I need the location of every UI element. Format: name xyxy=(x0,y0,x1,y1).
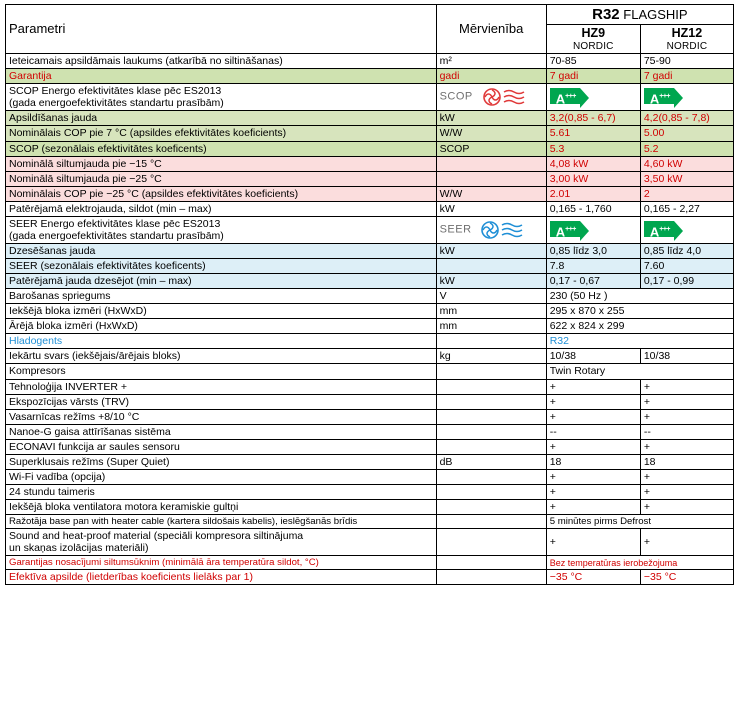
row-unit: m² xyxy=(436,54,546,69)
table-row xyxy=(6,319,734,334)
row-unit xyxy=(436,394,546,409)
row-unit xyxy=(436,484,546,499)
row-value-hz9: + xyxy=(546,409,640,424)
energy-class-letter: A xyxy=(555,224,566,239)
row-value-hz9: 10/38 xyxy=(546,349,640,364)
row-value-hz12: + xyxy=(640,529,733,556)
row-value-hz9: -- xyxy=(546,424,640,439)
header-model-1 xyxy=(546,25,640,54)
row-param: ECONAVI funkcija ar saules sensoru xyxy=(6,439,437,454)
header-model-2-name: HZ12 xyxy=(671,26,703,41)
row-value-both: 622 x 824 x 299 xyxy=(546,319,733,334)
row-param: Dzesēšanas jauda xyxy=(6,243,437,258)
row-param: Kompresors xyxy=(6,364,437,379)
row-value-hz12: 0,17 - 0,99 xyxy=(640,274,733,289)
row-value-hz9: 7 gadi xyxy=(546,69,640,84)
row-value-both: Twin Rotary xyxy=(546,364,733,379)
row-param-line2: (gada energoefektivitātes standartu prasībām) xyxy=(9,97,224,110)
table-header-row-1 xyxy=(6,5,734,25)
header-model-2-sub: NORDIC xyxy=(666,40,708,52)
row-value-hz9: 2.01 xyxy=(546,186,640,201)
row-value-hz9: 70-85 xyxy=(546,54,640,69)
row-value-hz9 xyxy=(546,84,640,111)
table-row xyxy=(6,484,734,499)
table-row xyxy=(6,201,734,216)
row-unit: kg xyxy=(436,349,546,364)
header-parametri: Parametri xyxy=(6,5,437,54)
row-unit: gadi xyxy=(436,69,546,84)
table-row xyxy=(6,469,734,484)
table-row xyxy=(6,500,734,515)
heating-fan-icon xyxy=(482,87,528,107)
row-param: SCOP (sezonālais efektivitātes koeficents) xyxy=(6,141,437,156)
table-row xyxy=(6,126,734,141)
row-value-hz9 xyxy=(546,216,640,243)
row-param: Iekšējā bloka ventilatora motora keramiskie gultņi xyxy=(6,500,437,515)
row-value-hz12: 7.60 xyxy=(640,259,733,274)
row-value-hz9: + xyxy=(546,394,640,409)
table-row xyxy=(6,394,734,409)
table-row xyxy=(6,141,734,156)
energy-class-badge: A+++ xyxy=(644,221,674,237)
row-value-both: 295 x 870 x 255 xyxy=(546,304,733,319)
table-row xyxy=(6,274,734,289)
row-param: Ekspozīcijas vārsts (TRV) xyxy=(6,394,437,409)
row-param: 24 stundu taimeris xyxy=(6,484,437,499)
row-param xyxy=(6,84,437,111)
row-value-hz9: 0,17 - 0,67 xyxy=(546,274,640,289)
seer-label: SEER xyxy=(439,223,472,236)
row-value-hz12: + xyxy=(640,439,733,454)
row-value-hz12: + xyxy=(640,394,733,409)
row-value-hz12: 4,60 kW xyxy=(640,156,733,171)
scop-label: SCOP xyxy=(439,90,473,103)
row-param: Superklusais režīms (Super Quiet) xyxy=(6,454,437,469)
row-param: Garantija xyxy=(6,69,437,84)
row-unit: dB xyxy=(436,454,546,469)
row-unit xyxy=(436,379,546,394)
table-row xyxy=(6,54,734,69)
table-row xyxy=(6,186,734,201)
energy-class-letter: A xyxy=(649,224,660,239)
energy-class-letter: A xyxy=(555,91,566,107)
row-value-hz12: 5.2 xyxy=(640,141,733,156)
row-param: Tehnoloģija INVERTER + xyxy=(6,379,437,394)
cooling-fan-icon xyxy=(480,220,526,240)
row-value-hz9: 5.3 xyxy=(546,141,640,156)
row-value-hz12: -- xyxy=(640,424,733,439)
row-param: Nominālais COP pie −25 °C (apsildes efektivitātes koeficients) xyxy=(6,186,437,201)
table-row xyxy=(6,84,734,111)
row-unit xyxy=(436,409,546,424)
table-row xyxy=(6,111,734,126)
row-unit xyxy=(436,439,546,454)
row-value-hz12: 3,50 kW xyxy=(640,171,733,186)
table-row xyxy=(6,439,734,454)
table-row xyxy=(6,259,734,274)
row-value-hz9: 0,85 līdz 3,0 xyxy=(546,243,640,258)
header-model-1-sub: NORDIC xyxy=(572,40,614,52)
row-value-both: 230 (50 Hz ) xyxy=(546,289,733,304)
table-row xyxy=(6,334,734,349)
row-unit: W/W xyxy=(436,186,546,201)
table-row xyxy=(6,364,734,379)
row-value-hz9: + xyxy=(546,484,640,499)
row-value-hz12: 0,85 līdz 4,0 xyxy=(640,243,733,258)
table-row xyxy=(6,156,734,171)
row-unit xyxy=(436,171,546,186)
row-value-hz12: 75-90 xyxy=(640,54,733,69)
row-param: Ārējā bloka izmēri (HxWxD) xyxy=(6,319,437,334)
row-param: Patērējamā elektrojauda, sildot (min – max) xyxy=(6,201,437,216)
row-param: Nominālā siltumjauda pie −15 °C xyxy=(6,156,437,171)
row-value-both: 5 minūtes pirms Defrost xyxy=(546,515,733,529)
row-value-hz9: 3,2(0,85 - 6,7) xyxy=(546,111,640,126)
row-param-line1: SEER Energo efektivitātes klase pēc ES2013 xyxy=(9,217,221,230)
row-unit xyxy=(436,334,546,349)
row-value-hz12: 0,165 - 2,27 xyxy=(640,201,733,216)
row-unit xyxy=(436,216,546,243)
row-param: Vasarnīcas režīms +8/10 °C xyxy=(6,409,437,424)
row-param xyxy=(6,529,437,556)
row-value-hz12 xyxy=(640,84,733,111)
row-unit: kW xyxy=(436,201,546,216)
row-unit xyxy=(436,364,546,379)
row-value-hz12: + xyxy=(640,409,733,424)
header-model-2 xyxy=(640,25,733,54)
row-unit xyxy=(436,84,546,111)
table-row xyxy=(6,171,734,186)
table-row xyxy=(6,409,734,424)
row-value-both: R32 xyxy=(546,334,733,349)
row-param: Hladogents xyxy=(6,334,437,349)
row-value-hz9: + xyxy=(546,469,640,484)
table-row xyxy=(6,69,734,84)
row-value-hz12: 2 xyxy=(640,186,733,201)
row-param: Iekārtu svars (iekšējais/ārējais bloks) xyxy=(6,349,437,364)
row-unit xyxy=(436,570,546,585)
row-value-hz12: 18 xyxy=(640,454,733,469)
table-row xyxy=(6,556,734,570)
row-value-hz9: 0,165 - 1,760 xyxy=(546,201,640,216)
row-value-hz9: + xyxy=(546,500,640,515)
row-unit xyxy=(436,156,546,171)
row-param: Patērējamā jauda dzesējot (min – max) xyxy=(6,274,437,289)
row-value-hz12: 7 gadi xyxy=(640,69,733,84)
table-row xyxy=(6,379,734,394)
row-unit: kW xyxy=(436,274,546,289)
row-unit xyxy=(436,424,546,439)
row-param: Iekšējā bloka izmēri (HxWxD) xyxy=(6,304,437,319)
row-unit: mm xyxy=(436,319,546,334)
row-value-hz9: 4,08 kW xyxy=(546,156,640,171)
row-value-hz9: 5.61 xyxy=(546,126,640,141)
row-value-hz9: 18 xyxy=(546,454,640,469)
row-unit: W/W xyxy=(436,126,546,141)
row-value-hz12: + xyxy=(640,484,733,499)
row-param: Ražotāja base pan with heater cable (kartera sildošais kabelis), ieslēgšanās brīdis xyxy=(6,515,437,529)
row-unit xyxy=(436,500,546,515)
row-value-both: Bez temperatūras ierobežojuma xyxy=(546,556,733,570)
row-param-line2: (gada energoefektivitātes standartu prasībām) xyxy=(9,229,224,242)
row-unit xyxy=(436,556,546,570)
table-row xyxy=(6,289,734,304)
row-unit xyxy=(436,529,546,556)
row-param: Apsildīšanas jauda xyxy=(6,111,437,126)
row-value-hz9: + xyxy=(546,529,640,556)
header-flagship: FLAGSHIP xyxy=(623,7,688,22)
row-value-hz12: 5.00 xyxy=(640,126,733,141)
row-param xyxy=(6,216,437,243)
row-unit: SCOP xyxy=(436,141,546,156)
energy-class-badge: A+++ xyxy=(550,221,580,237)
row-param: SEER (sezonālais efektivitātes koeficents) xyxy=(6,259,437,274)
header-r32: R32 xyxy=(592,6,620,23)
row-param: Nominālā siltumjauda pie −25 °C xyxy=(6,171,437,186)
row-unit xyxy=(436,515,546,529)
row-unit: mm xyxy=(436,304,546,319)
row-value-hz12: + xyxy=(640,379,733,394)
header-mervieniba: Mērvienība xyxy=(436,5,546,54)
row-param-line1: SCOP Energo efektivitātes klase pēc ES2013 xyxy=(9,85,222,98)
row-unit: kW xyxy=(436,243,546,258)
row-param: Garantijas nosacījumi siltumsūknim (minimālā āra temperatūra sildot, °C) xyxy=(6,556,437,570)
row-unit xyxy=(436,259,546,274)
row-param: Barošanas spriegums xyxy=(6,289,437,304)
row-param-line2: un skaņas izolācijas materiāli) xyxy=(9,542,149,555)
row-value-hz12: 4,2(0,85 - 7,8) xyxy=(640,111,733,126)
row-value-hz12: −35 °C xyxy=(640,570,733,585)
row-value-hz9: + xyxy=(546,439,640,454)
table-row xyxy=(6,570,734,585)
row-value-hz12: 10/38 xyxy=(640,349,733,364)
table-row xyxy=(6,424,734,439)
row-unit xyxy=(436,469,546,484)
specifications-table xyxy=(5,4,734,585)
row-param-line1: Sound and heat-proof material (speciāli kompresora siltinājuma xyxy=(9,530,304,543)
header-model-1-name: HZ9 xyxy=(581,26,606,41)
table-row xyxy=(6,243,734,258)
row-param: Ieteicamais apsildāmais laukums (atkarībā no siltināšanas) xyxy=(6,54,437,69)
table-row xyxy=(6,349,734,364)
header-brand xyxy=(546,5,733,25)
row-param: Wi-Fi vadība (opcija) xyxy=(6,469,437,484)
table-row xyxy=(6,515,734,529)
row-value-hz9: −35 °C xyxy=(546,570,640,585)
row-param: Nominālais COP pie 7 °C (apsildes efektivitātes koeficients) xyxy=(6,126,437,141)
row-value-hz9: 7.8 xyxy=(546,259,640,274)
energy-class-letter: A xyxy=(649,91,660,107)
row-unit: V xyxy=(436,289,546,304)
row-value-hz12: + xyxy=(640,500,733,515)
row-value-hz9: + xyxy=(546,379,640,394)
energy-class-badge: A+++ xyxy=(644,88,674,104)
table-row xyxy=(6,529,734,556)
row-value-hz12 xyxy=(640,216,733,243)
row-value-hz9: 3,00 kW xyxy=(546,171,640,186)
row-param: Efektīva apsilde (lietderības koeficients lielāks par 1) xyxy=(6,570,437,585)
row-value-hz12: + xyxy=(640,469,733,484)
energy-class-badge: A+++ xyxy=(550,88,580,104)
row-param: Nanoe-G gaisa attīrīšanas sistēma xyxy=(6,424,437,439)
table-row xyxy=(6,454,734,469)
row-unit: kW xyxy=(436,111,546,126)
table-row xyxy=(6,304,734,319)
table-row xyxy=(6,216,734,243)
